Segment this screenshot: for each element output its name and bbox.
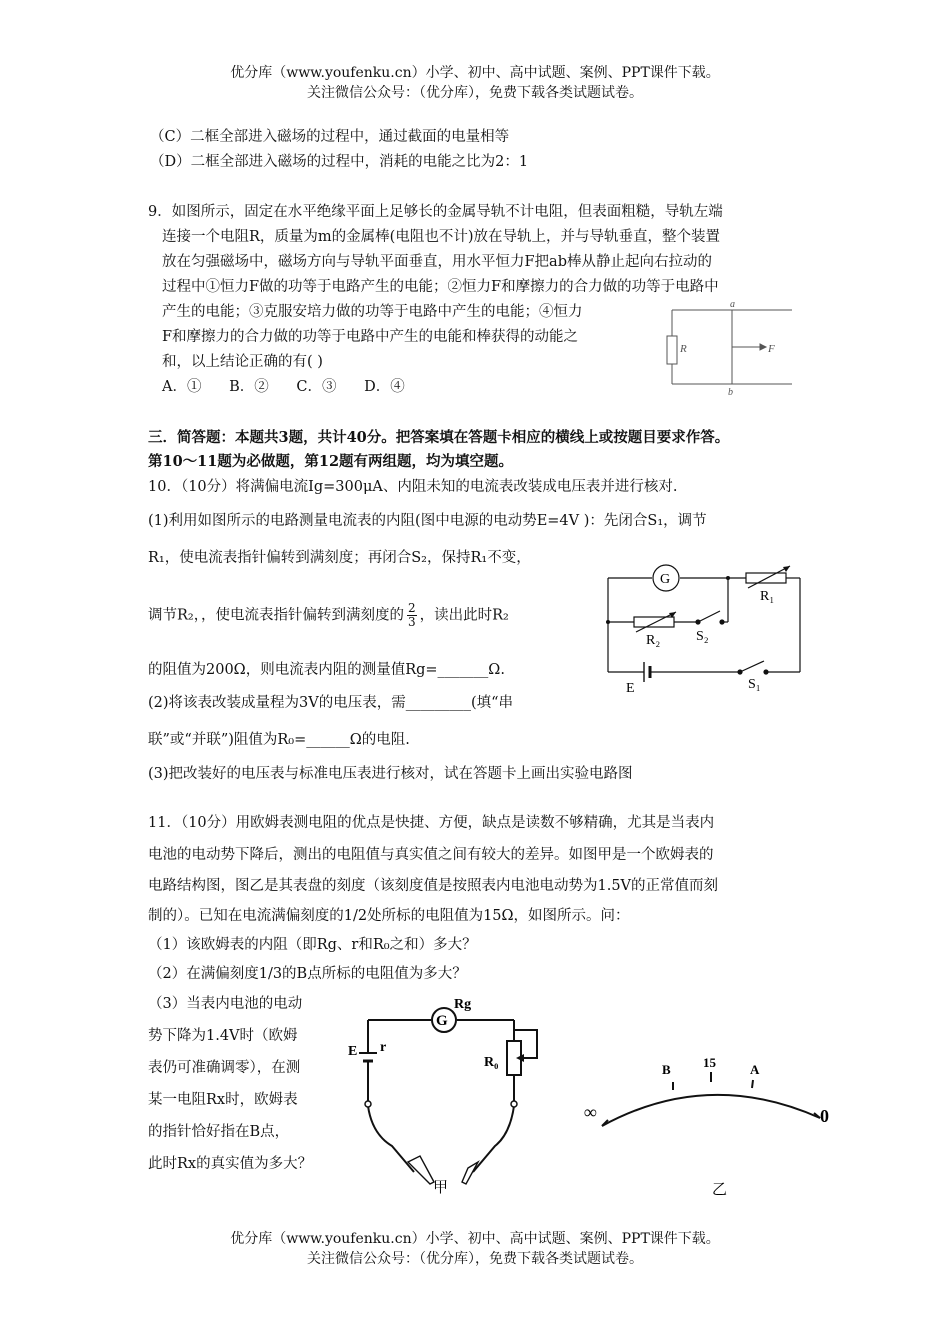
- section3-line-2: 第10～11题为必做题，第12题有两组题，均为填空题。: [148, 453, 514, 470]
- r1-label: R₁: [760, 589, 775, 604]
- q9-line-6: F和摩擦力的合力做的功等于电路中产生的电能和棒获得的动能之: [162, 329, 579, 345]
- q11-line-9: 表仍可准确调零），在测: [148, 1060, 301, 1076]
- header-line-2: 关注微信公众号：（优分库），免费下载各类试题试卷。: [307, 85, 643, 101]
- q9-line-1: 9．如图所示，固定在水平绝缘平面上足够长的金属导轨不计电阻，但表面粗糙，导轨左端: [148, 204, 723, 220]
- galvanometer-label-g: G: [436, 1013, 448, 1029]
- galvanometer-label-g: G: [660, 572, 671, 587]
- q10-line-6: (2)将该表改装成量程为3V的电压表，需_________(填“串: [148, 695, 514, 711]
- q11-line-8: 势下降为1.4V时（欧姆: [148, 1028, 298, 1044]
- fraction-two-thirds: $\frac{2}{3}$: [407, 601, 416, 629]
- ohmmeter-circuit-figure-jia: [340, 996, 570, 1201]
- q11-line-2: 电池的电动势下降后，测出的电阻值与真实值之间有较大的差异。如图甲是一个欧姆表的: [148, 847, 714, 863]
- q9-options: A．① B．② C．③ D．④: [162, 379, 405, 395]
- r0-label: R₀: [484, 1055, 499, 1070]
- q10-line-8: (3)把改装好的电压表与标准电压表进行核对，试在答题卡上画出实验电路图: [148, 766, 633, 782]
- q10-line-1: 10．（10分）将满偏电流Ig=300μA、内阻未知的电流表改装成电压表并进行核对.: [148, 479, 678, 495]
- r2-label: R₂: [646, 633, 661, 648]
- q10-line-2: (1)利用如图所示的电路测量电流表的内阻(图中电源的电动势E=4V )：先闭合S₁，调节: [148, 513, 707, 529]
- q11-line-1: 11．（10分）用欧姆表测电阻的优点是快捷、方便，缺点是读数不够精确，尤其是当表内: [148, 815, 715, 831]
- q10-line-4-b: ，读出此时R₂: [419, 607, 509, 624]
- s1-label: S₁: [748, 677, 761, 692]
- rg-label: Rg: [454, 997, 472, 1012]
- footer-line-2: 关注微信公众号：（优分库），免费下载各类试题试卷。: [307, 1251, 643, 1267]
- q8-option-d: （D）二框全部进入磁场的过程中，消耗的电能之比为2：1: [150, 154, 529, 170]
- q9-label-r: R: [680, 343, 687, 355]
- q11-line-4: 制的）。已知在电流满偏刻度的1/2处所标的电阻值为15Ω，如图所示。问：: [148, 908, 630, 924]
- header-line-1: 优分库（www.youfenku.cn）小学、初中、高中试题、案例、PPT课件下载。: [230, 65, 720, 81]
- q10-halfdeflection-circuit-figure: [600, 562, 810, 697]
- ohmmeter-dial-figure-yi: [580, 1048, 840, 1198]
- q9-label-b: b: [728, 387, 733, 398]
- dial-mark-b: B: [662, 1062, 671, 1077]
- q9-rail-circuit-figure: [660, 298, 800, 398]
- figure-caption-yi: 乙: [712, 1182, 728, 1198]
- q9-line-3: 放在匀强磁场中，磁场方向与导轨平面垂直，用水平恒力F把ab棒从静止起向右拉动的: [162, 254, 712, 270]
- q9-line-2: 连接一个电阻R，质量为m的金属棒(电阻也不计)放在导轨上，并与导轨垂直，整个装置: [162, 229, 720, 245]
- q10-line-4: [148, 602, 509, 629]
- q10-line-7: 联”或“并联”)阻值为R₀=______Ω的电阻.: [148, 732, 410, 748]
- q9-line-5: 产生的电能；③克服安培力做的功等于电路中产生的电能；④恒力: [162, 304, 583, 320]
- s2-label: S₂: [696, 629, 709, 644]
- q11-line-6: （2）在满偏刻度1/3的B点所标的电阻值为多大？: [148, 966, 467, 982]
- q11-line-12: 此时Rx的真实值为多大？: [148, 1156, 313, 1172]
- internal-resistance-label-r: r: [380, 1040, 387, 1055]
- q9-label-a: a: [730, 299, 735, 310]
- q8-option-c: （C）二框全部进入磁场的过程中，通过截面的电量相等: [150, 129, 510, 145]
- footer-line-1: 优分库（www.youfenku.cn）小学、初中、高中试题、案例、PPT课件下载。: [230, 1231, 720, 1247]
- q10-line-5: 的阻值为200Ω，则电流表内阻的测量值Rg=_______Ω.: [148, 662, 505, 678]
- q10-line-3: R₁，使电流表指针偏转到满刻度；再闭合S₂，保持R₁不变，: [148, 550, 531, 566]
- q11-line-10: 某一电阻Rx时，欧姆表: [148, 1092, 298, 1108]
- q11-line-11: 的指针恰好指在B点，: [148, 1124, 290, 1140]
- section3-line-1: 三．简答题：本题共3题，共计40分。把答案填在答题卡相应的横线上或按题目要求作答。: [148, 429, 730, 446]
- q9-line-4: 过程中①恒力F做的功等于电路产生的电能；②恒力F和摩擦力的合力做的功等于电路中: [162, 279, 719, 295]
- q9-label-f: F: [768, 343, 775, 355]
- q10-line-4-a: 调节R₂，，使电流表指针偏转到满刻度的: [148, 607, 404, 624]
- emf-label-e: E: [348, 1044, 358, 1059]
- q11-line-7: （3）当表内电池的电动: [148, 996, 303, 1012]
- figure-caption-jia: 甲: [433, 1180, 449, 1196]
- q11-line-5: （1）该欧姆表的内阻（即Rg、r和R₀之和）多大？: [148, 937, 477, 953]
- dial-zero-mark: 0: [820, 1106, 829, 1126]
- dial-infinity-mark: ∞: [584, 1102, 597, 1122]
- q9-line-7: 和，以上结论正确的有( ): [162, 354, 323, 370]
- q11-line-3: 电路结构图，图乙是其表盘的刻度（该刻度值是按照表内电池电动势为1.5V的正常值而刻: [148, 878, 719, 894]
- dial-mark-a: A: [750, 1062, 760, 1077]
- e-label: E: [626, 681, 635, 696]
- dial-mark-15: 15: [703, 1055, 716, 1070]
